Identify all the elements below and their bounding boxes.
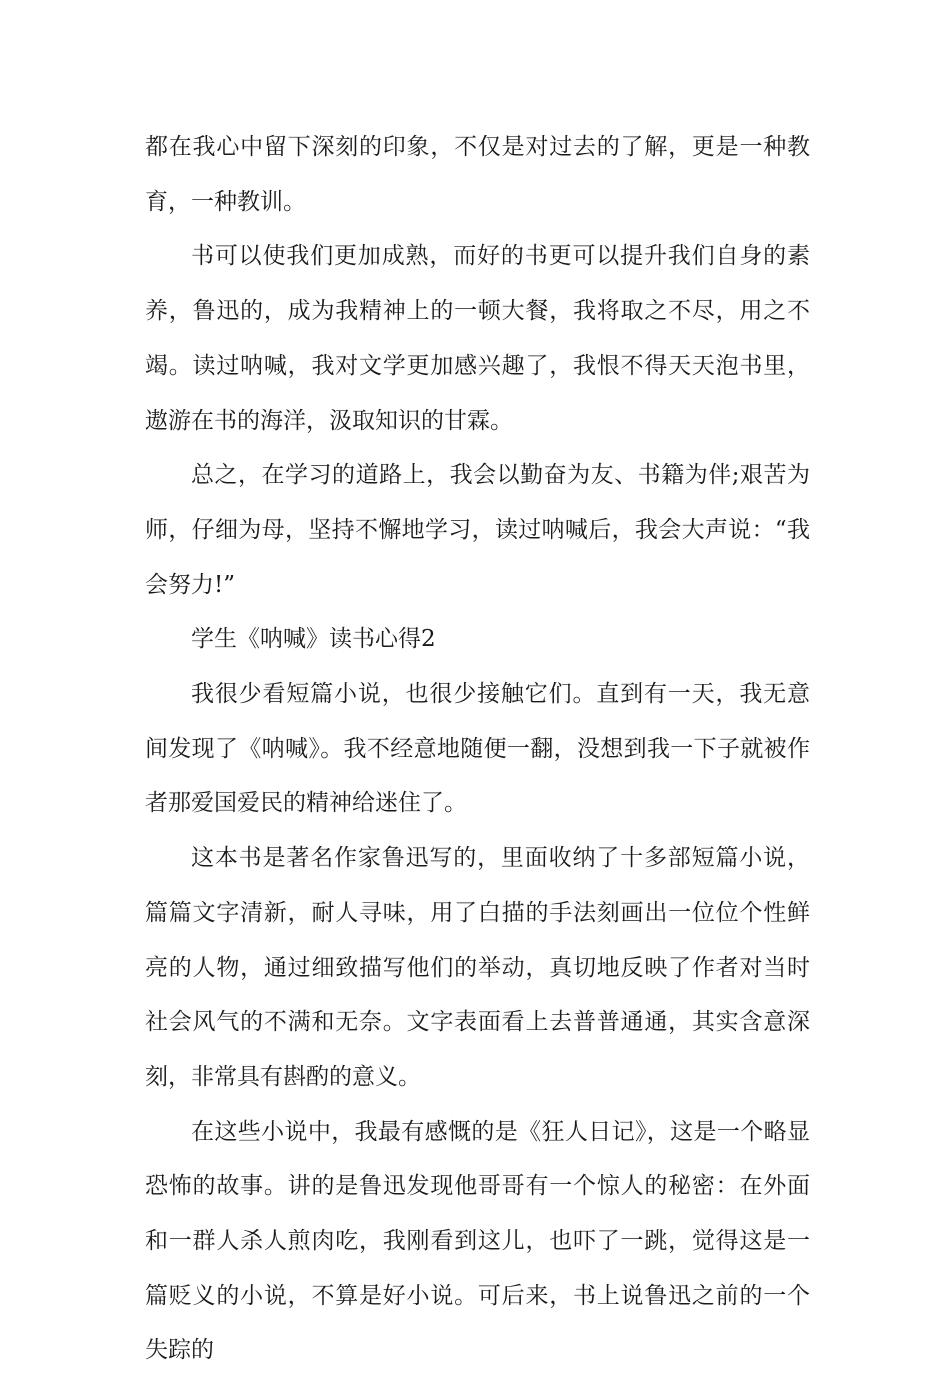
paragraph-book-description: 这本书是著名作家鲁迅写的，里面收纳了十多部短篇小说，篇篇文字清新，耐人寻味，用了白描的手法刻画出一位位个性鲜亮的人物，通过细致描写他们的举动，真切地反映了作者对当时社会风气的不满和无奈。文字表面看上去普普通通，其实含意深刻，非常具有斟酌的意义。 <box>145 845 810 1090</box>
paragraph-continuation: 都在我心中留下深刻的印象，不仅是对过去的了解，更是一种教育，一种教训。 <box>145 134 810 215</box>
paragraph-books-maturity: 书可以使我们更加成熟，而好的书更可以提升我们自身的素养，鲁迅的，成为我精神上的一顿大餐，我将取之不尽，用之不竭。读过呐喊，我对文学更加感兴趣了，我恨不得天天泡书里，遨游在书的海洋，汲取知识的甘霖。 <box>145 243 810 434</box>
paragraph-conclusion: 总之，在学习的道路上，我会以勤奋为友、书籍为伴;艰苦为师，仔细为母，坚持不懈地学习，读过呐喊后，我会大声说：“我会努力!” <box>145 462 810 598</box>
section-heading: 学生《呐喊》读书心得2 <box>191 626 436 653</box>
paragraph-madman-diary: 在这些小说中，我最有感慨的是《狂人日记》，这是一个略显恐怖的故事。讲的是鲁迅发现他哥哥有一个惊人的秘密：在外面和一群人杀人煎肉吃，我刚看到这儿，也吓了一跳，觉得这是一篇贬义的小说，不算是好小说。可后来，书上说鲁迅之前的一个失踪的 <box>145 1118 810 1364</box>
paragraph-discovery: 我很少看短篇小说，也很少接触它们。直到有一天，我无意间发现了《呐喊》。我不经意地随便一翻，没想到我一下子就被作者那爱国爱民的精神给迷住了。 <box>145 681 810 817</box>
document-body <box>145 120 810 1378</box>
